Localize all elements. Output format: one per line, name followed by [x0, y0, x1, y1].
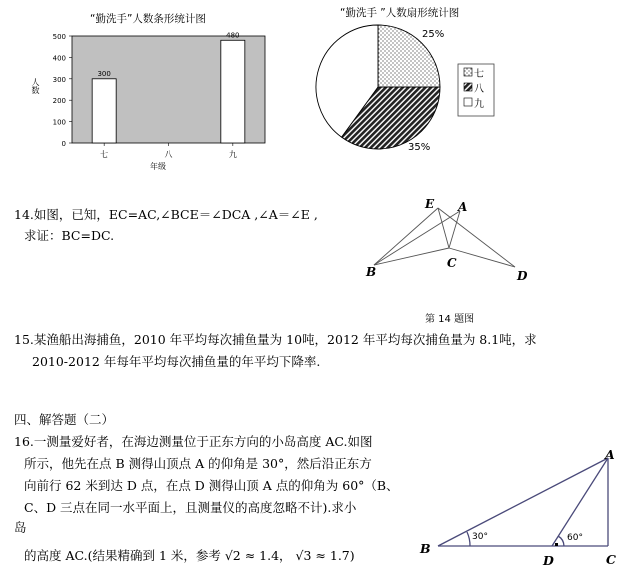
q16-line6: 的高度 AC.(结果精确到 1 米，参考 √2 ≈ 1.4， √3 ≈ 1.7)	[24, 548, 355, 563]
legend-swatch-八	[464, 83, 472, 91]
q14-caption: 第 14 题图	[425, 314, 475, 325]
angle-60-label: 60°	[567, 533, 583, 543]
q14-line1: 14.如图，已知，EC=AC,∠BCE＝∠DCA ,∠A＝∠E ,	[14, 207, 318, 222]
bar-chart-title: “勤洗手”人数条形统计图	[90, 13, 206, 25]
q15-line1: 15.某渔船出海捕鱼，2010 年平均每次捕鱼量为 10吨，2012 年平均每次捕鱼量为 8.1吨，求	[14, 332, 537, 347]
pt-D: D	[517, 269, 528, 283]
q16-figure	[430, 440, 620, 550]
x-tick-label: 七	[100, 150, 109, 159]
pt-A2: A	[605, 447, 615, 462]
bar-value-label: 480	[226, 31, 240, 40]
bar-ylabel: 人数	[31, 78, 40, 94]
seg-BE	[374, 208, 438, 265]
pt-B: B	[366, 265, 377, 279]
legend-swatch-七	[464, 68, 472, 76]
y-tick-label: 0	[61, 140, 66, 148]
bar-chart	[30, 26, 275, 176]
pt-A: A	[458, 200, 468, 214]
arc-30	[467, 532, 470, 546]
legend-label-九: 九	[474, 99, 484, 110]
x-tick-label: 九	[228, 150, 237, 159]
pt-C: C	[447, 256, 457, 270]
q16-line3: 向前行 62 米到达 D 点，在点 D 测得山顶 A 点的仰角为 60°（B、	[24, 478, 399, 493]
pt-C2: C	[606, 552, 616, 567]
arc-60	[558, 536, 564, 546]
pie-label-25: 25%	[422, 29, 445, 40]
q16-line4: C、D 三点在同一水平面上，且测量仪的高度忽略不计).求小	[24, 500, 357, 515]
seg-CD	[449, 248, 515, 267]
bar-七	[92, 79, 116, 143]
x-tick-label: 八	[164, 150, 173, 159]
legend-label-八: 八	[474, 84, 484, 95]
pt-D2: D	[543, 553, 554, 568]
q15-line2: 2010-2012 年每年平均每次捕鱼量的年平均下降率.	[32, 354, 321, 369]
q14-figure	[360, 195, 540, 290]
legend-label-七: 七	[474, 69, 484, 80]
y-tick-label: 300	[52, 75, 66, 84]
pt-B2: B	[420, 541, 431, 556]
pt-E: E	[425, 197, 435, 211]
q14-line2: 求证：BC=DC.	[24, 228, 115, 243]
bar-xlabel: 年级	[150, 162, 166, 171]
pie-chart-title: “勤洗手 ”人数扇形统计图	[340, 7, 460, 19]
pie-label-35: 35%	[408, 142, 431, 153]
legend-swatch-九	[464, 98, 472, 106]
seg-BC	[374, 248, 449, 265]
q16-line1: 16.一测量爱好者，在海边测量位于正东方向的小岛高度 AC.如图	[14, 434, 373, 449]
q16-line2: 所示，他先在点 B 测得山顶点 A 的仰角是 30°，然后沿正东方	[24, 456, 372, 471]
D-mark	[555, 543, 558, 546]
section-title: 四、解答题（二）	[14, 412, 115, 427]
bar-九	[221, 40, 245, 143]
q16-line5: 岛	[14, 520, 27, 535]
angle-30-label: 30°	[472, 532, 488, 542]
seg-EC	[438, 208, 449, 248]
y-tick-label: 400	[52, 54, 66, 63]
y-tick-label: 100	[52, 118, 66, 127]
bar-value-label: 300	[97, 69, 111, 78]
y-tick-label: 200	[52, 97, 66, 106]
y-tick-label: 500	[52, 33, 66, 41]
